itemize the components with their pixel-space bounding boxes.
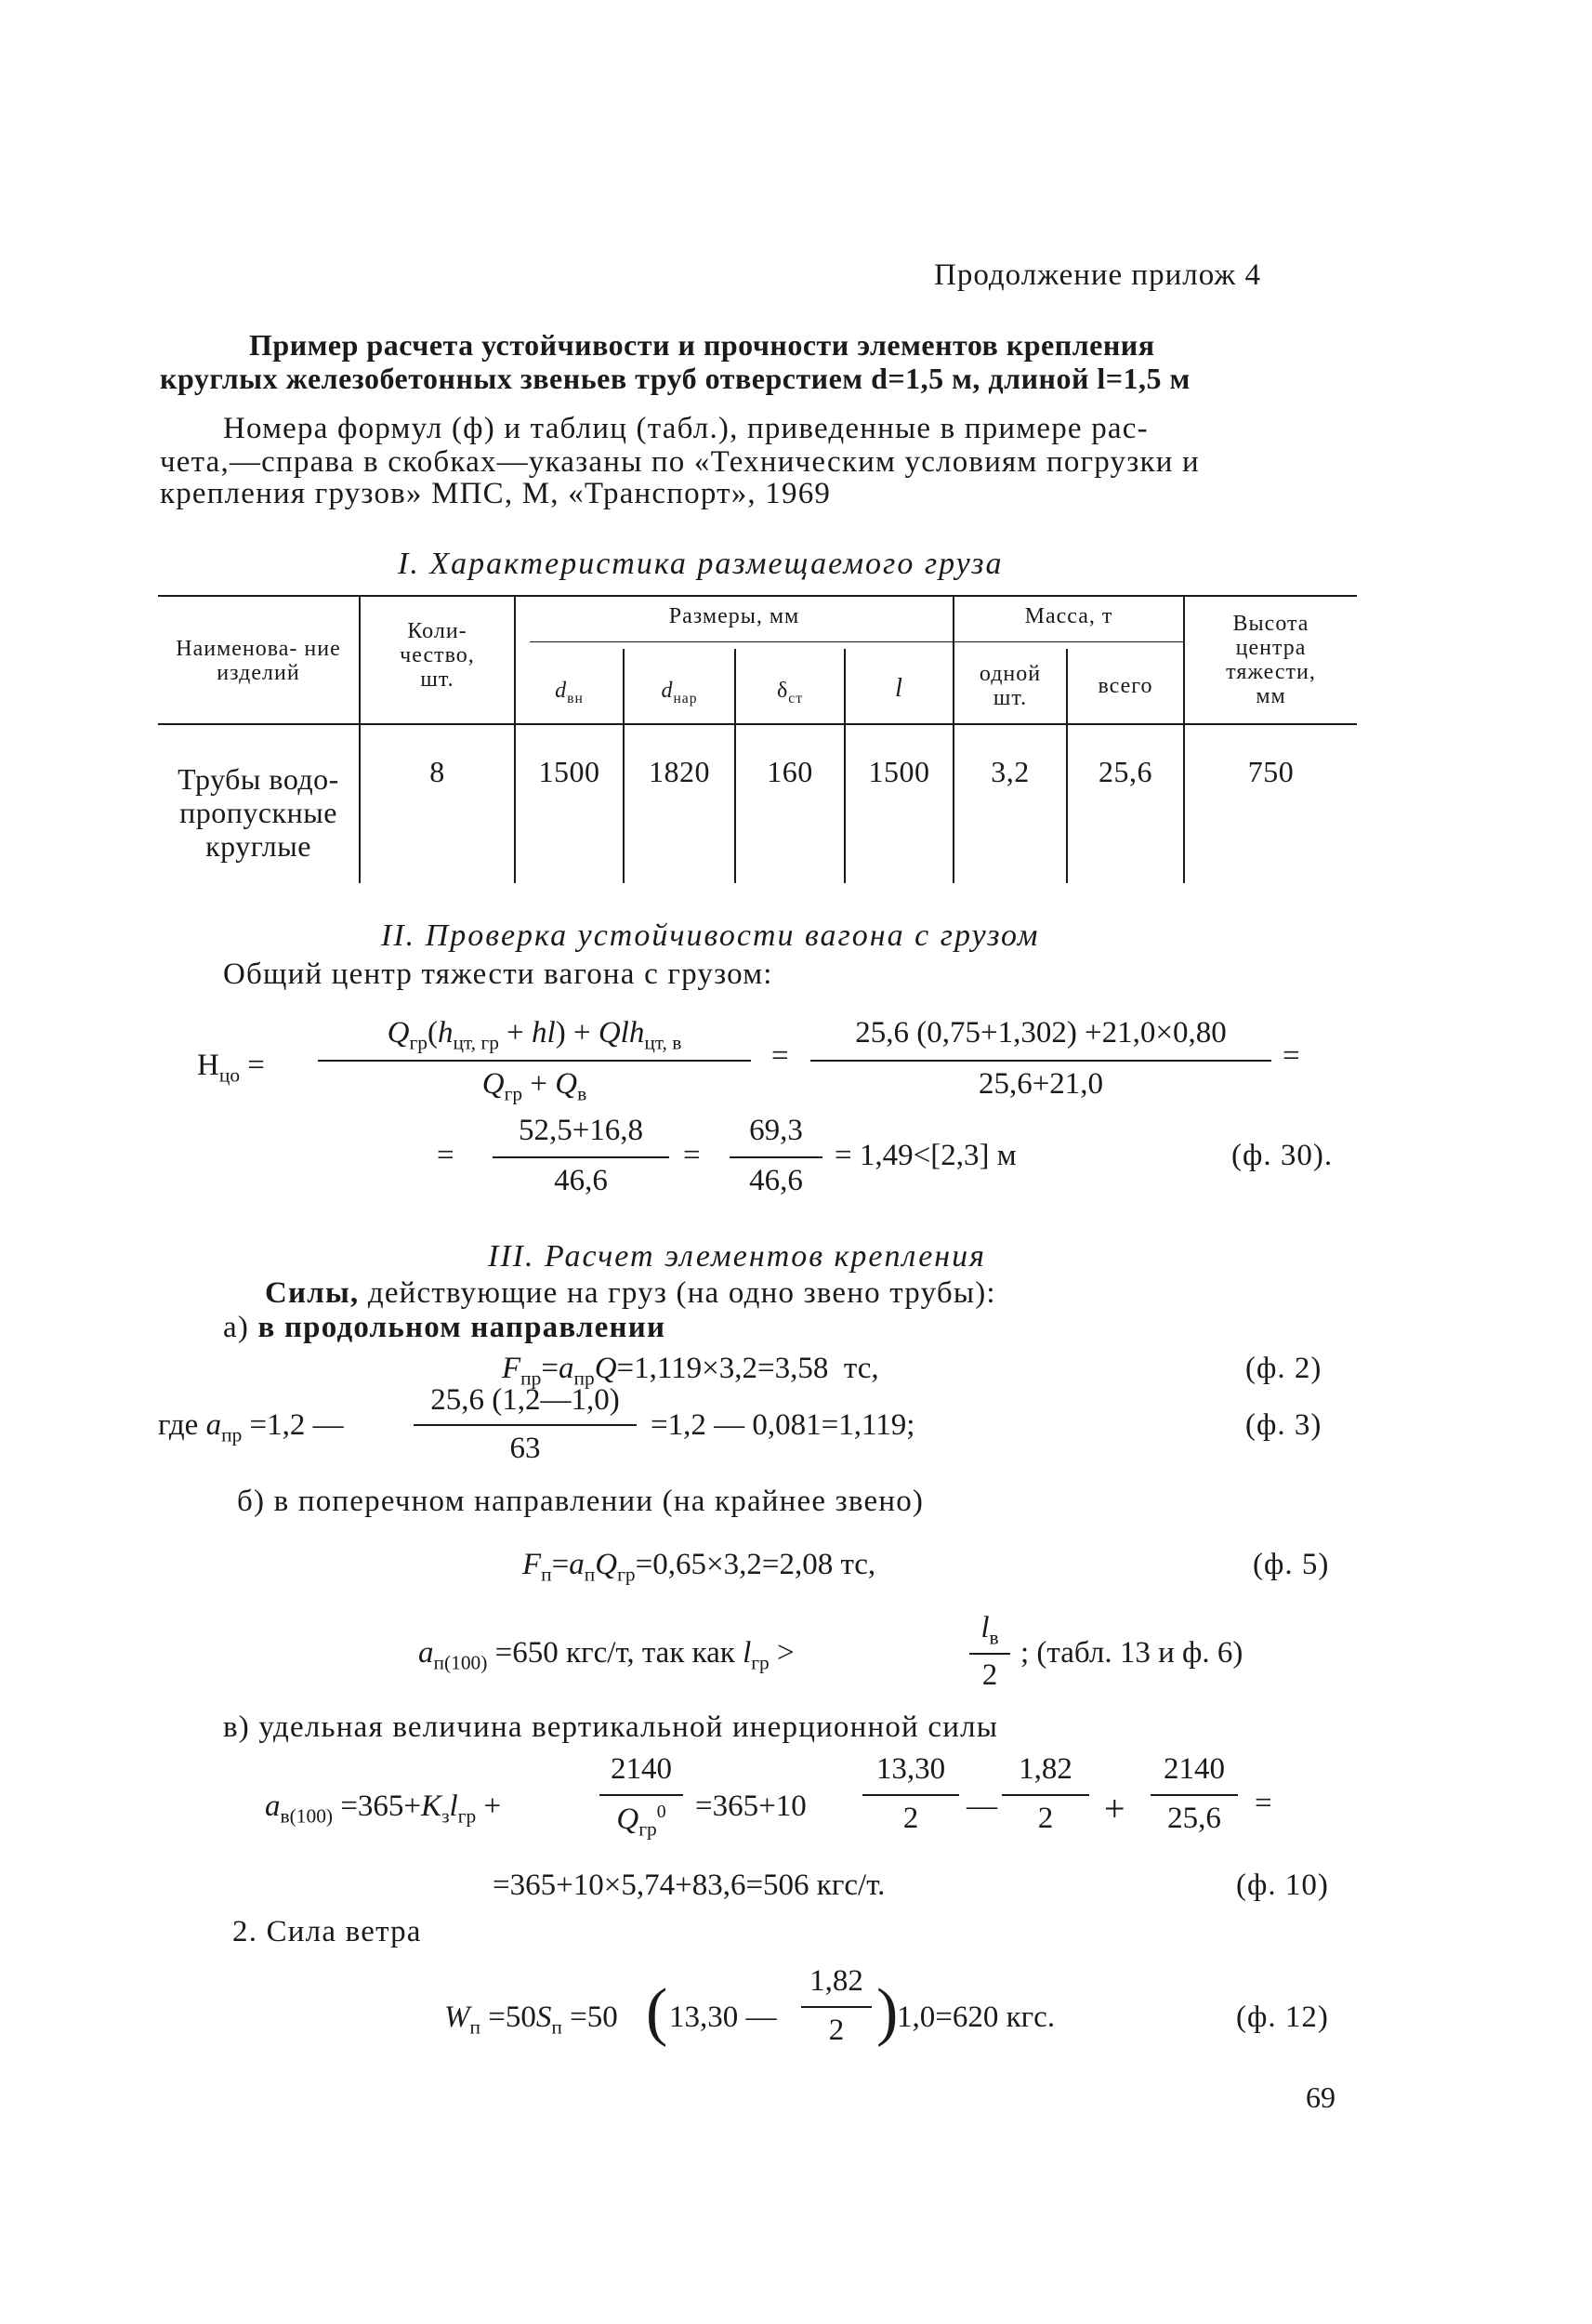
header-d-nar: $d_{нар}$ — [661, 679, 698, 706]
formula-den-4: 46,6 — [749, 1164, 803, 1197]
a-v100-plus: + — [1104, 1788, 1125, 1829]
a-pr-den: 63 — [509, 1432, 541, 1465]
row-d-nar: 1820 — [649, 755, 710, 788]
formula-num-3: 52,5+16,8 — [518, 1114, 644, 1147]
row-name: Трубы водо- пропускные круглые — [178, 762, 339, 863]
label-a-letter: а) — [223, 1311, 250, 1344]
row-mass-one: 3,2 — [991, 755, 1030, 788]
label-v: в) удельная величина вертикальной инерционной силы — [223, 1710, 999, 1744]
a-v100-minus: — — [967, 1789, 997, 1823]
ref-f10: (ф. 10) — [1236, 1868, 1329, 1902]
a-v100-frac1-den: $Q_{гр}^0$ — [616, 1802, 666, 1841]
header-mass-total: всего — [1098, 674, 1153, 698]
title-line-2: круглых железобетонных звеньев труб отверстием d=1,5 м, длиной l=1,5 м — [160, 362, 1191, 395]
header-name: Наименова- ние изделий — [176, 637, 341, 685]
a-p100-num: $l_в$ — [980, 1611, 999, 1649]
a-pr-lhs: где $a_{пр} =1,2$ — — [158, 1408, 344, 1446]
header-dims: Размеры, мм — [668, 604, 800, 628]
header-delta-st: $\delta_{ст}$ — [776, 679, 804, 706]
continuation-header: Продолжение прилож 4 — [934, 258, 1261, 292]
row-count: 8 — [429, 755, 445, 788]
ref-f3: (ф. 3) — [1245, 1408, 1322, 1442]
header-d-vn: $d_{вн}$ — [555, 679, 584, 706]
h-co-lhs: $H_{цо}$ = — [197, 1049, 265, 1087]
a-p100-den: 2 — [981, 1658, 998, 1692]
formula-num-2: 25,6 (0,75+1,302) +21,0×0,80 — [855, 1016, 1227, 1050]
a-v100-line2: =365+10×5,74+83,6=506 кгс/т. — [493, 1868, 886, 1902]
cargo-table — [158, 595, 1357, 883]
row-delta-st: 160 — [767, 755, 813, 788]
label-b: б) в поперечном направлении (на крайнее звено) — [237, 1485, 925, 1518]
section2-title: II. Проверка устойчивости вагона с грузом — [381, 918, 1040, 953]
formula-num-4: 69,3 — [749, 1114, 803, 1147]
a-v100-frac3-num: 1,82 — [1019, 1752, 1072, 1786]
a-pr-rhs: =1,2 — 0,081=1,119; — [651, 1408, 915, 1442]
a-v100-lhs: $a_{в(100)} =365+K_зl_{гр}$ + — [265, 1789, 502, 1828]
formula-num-1: $Q_{гр}(h_{цт, гр} + hl) + Qlh_{цт, в}$ — [387, 1016, 682, 1054]
row-height: 750 — [1247, 755, 1295, 788]
wind-den: 2 — [828, 2014, 845, 2047]
intro-line-2: чета,—справа в скобках—указаны по «Техническим условиям погрузки и — [160, 445, 1200, 479]
wind-paren-right: ) — [876, 1976, 899, 2048]
a-p100-ref: ; (табл. 13 и ф. 6) — [1020, 1636, 1243, 1670]
intro-line-1: Номера формул (ф) и таблиц (табл.), приведенные в примере рас- — [223, 412, 1149, 445]
wind-num: 1,82 — [809, 1964, 863, 1998]
section2-subtitle: Общий центр тяжести вагона с грузом: — [223, 957, 773, 991]
a-v100-mid: =365+10 — [695, 1789, 807, 1823]
a-v100-frac2-num: 13,30 — [875, 1752, 946, 1786]
header-mass: Масса, т — [1024, 604, 1113, 628]
wind-label: 2. Сила ветра — [232, 1915, 422, 1948]
section1-title: I. Характеристика размещаемого груза — [398, 547, 1004, 581]
forces-rest: действующие на груз (на одно звено трубы): — [367, 1276, 996, 1310]
header-mass-one: одной шт. — [979, 662, 1042, 710]
section3-title: III. Расчет элементов крепления — [488, 1239, 986, 1274]
a-v100-frac3-den: 2 — [1037, 1802, 1054, 1835]
row-d-vn: 1500 — [538, 755, 600, 788]
intro-line-3: крепления грузов» МПС, М, «Транспорт», 1969 — [160, 477, 832, 510]
formula-den-3: 46,6 — [554, 1164, 608, 1197]
a-v100-eq: = — [1255, 1787, 1272, 1820]
formula-den-2: 25,6+21,0 — [978, 1067, 1104, 1101]
ref-f2: (ф. 2) — [1245, 1352, 1322, 1385]
row-l: 1500 — [868, 755, 930, 788]
formula-den-1: $Q_{гр} + Q_в$ — [481, 1067, 587, 1105]
forces-bold: Силы, — [265, 1276, 360, 1310]
a-v100-frac2-den: 2 — [902, 1802, 919, 1835]
formula-result: = 1,49<[2,3] м — [835, 1139, 1017, 1172]
page-number: 69 — [1306, 2080, 1335, 2114]
a-v100-frac1-num: 2140 — [611, 1752, 672, 1786]
a-v100-frac4-num: 2140 — [1164, 1752, 1225, 1786]
formula-ref-30: (ф. 30). — [1231, 1139, 1334, 1172]
a-p100-lhs: $a_{п(100)} =650$ кгс/т, так как $l_{гр}$ > — [418, 1636, 795, 1674]
header-count: Коли- чество, шт. — [400, 619, 475, 692]
ref-f12: (ф. 12) — [1236, 2000, 1329, 2034]
header-l: l — [895, 674, 903, 703]
header-height: Высота центра тяжести, мм — [1226, 612, 1316, 708]
title-line-1: Пример расчета устойчивости и прочности элементов крепления — [249, 328, 1155, 362]
ref-f5: (ф. 5) — [1253, 1548, 1330, 1581]
label-a — [223, 1311, 665, 1345]
wind-in1: 13,30 — — [669, 2000, 777, 2034]
forces-line — [265, 1276, 996, 1311]
f-p-formula: $F_п=a_пQ_{гр}=0,65\times 3,2=2,08$ тс, — [522, 1548, 876, 1586]
a-pr-num: 25,6 (1,2—1,0) — [430, 1383, 620, 1417]
a-v100-frac4-den: 25,6 — [1167, 1802, 1221, 1835]
f-pr-formula: $F_{пр}=a_{пр}Q=1,119\times 3,2=3,58$ тс, — [502, 1352, 879, 1390]
wind-rhs: 1,0=620 кгс. — [897, 2000, 1056, 2034]
row-mass-total: 25,6 — [1099, 755, 1152, 788]
wind-paren-left: ( — [646, 1976, 668, 2048]
wind-lhs: $W_п =50S_п =50$ — [444, 2000, 618, 2039]
label-a-text: в продольном направлении — [257, 1311, 666, 1344]
